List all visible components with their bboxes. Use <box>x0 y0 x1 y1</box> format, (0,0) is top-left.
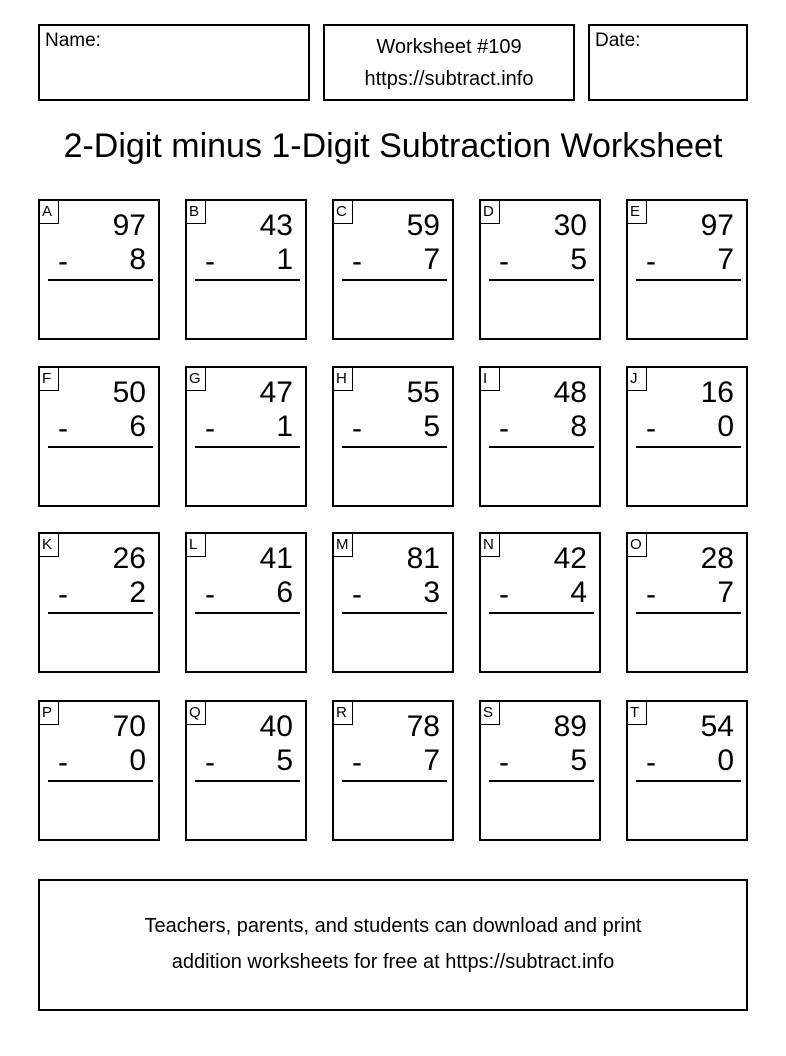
minus-sign: - <box>352 412 362 445</box>
problem-letter: I <box>481 368 500 391</box>
answer-rule <box>636 612 741 614</box>
minuend: 30 <box>553 209 587 242</box>
answer-rule <box>636 279 741 281</box>
minuend: 59 <box>406 209 440 242</box>
subtrahend: 2 <box>129 576 146 609</box>
problem-letter: B <box>187 201 206 224</box>
subtrahend: 0 <box>717 744 734 777</box>
minuend: 28 <box>700 542 734 575</box>
name-label: Name: <box>45 30 101 51</box>
subtrahend: 0 <box>717 410 734 443</box>
footer-line-2: addition worksheets for free at https://subtract.info <box>171 951 615 973</box>
problem-j <box>626 366 748 507</box>
problem-letter: M <box>334 534 353 557</box>
minus-sign: - <box>646 746 656 779</box>
problem-letter: H <box>334 368 353 391</box>
subtrahend: 5 <box>276 744 293 777</box>
problem-d <box>479 199 601 340</box>
minus-sign: - <box>205 245 215 278</box>
minus-sign: - <box>499 245 509 278</box>
minus-sign: - <box>646 245 656 278</box>
answer-rule <box>342 279 447 281</box>
answer-rule <box>48 446 153 448</box>
subtrahend: 6 <box>276 576 293 609</box>
problem-m <box>332 532 454 673</box>
problem-letter: P <box>40 702 59 725</box>
subtrahend: 0 <box>129 744 146 777</box>
minuend: 78 <box>406 710 440 743</box>
problem-c <box>332 199 454 340</box>
problem-letter: T <box>628 702 647 725</box>
answer-rule <box>489 279 594 281</box>
minus-sign: - <box>499 412 509 445</box>
minus-sign: - <box>58 245 68 278</box>
problem-letter: R <box>334 702 353 725</box>
subtrahend: 5 <box>423 410 440 443</box>
problem-f <box>38 366 160 507</box>
minus-sign: - <box>499 746 509 779</box>
minuend: 48 <box>553 376 587 409</box>
minuend: 89 <box>553 710 587 743</box>
date-box[interactable] <box>588 24 748 101</box>
answer-rule <box>195 780 300 782</box>
subtrahend: 3 <box>423 576 440 609</box>
subtrahend: 7 <box>717 576 734 609</box>
problem-s <box>479 700 601 841</box>
problem-letter: O <box>628 534 647 557</box>
problem-i <box>479 366 601 507</box>
subtrahend: 4 <box>570 576 587 609</box>
answer-rule <box>195 612 300 614</box>
date-label: Date: <box>595 30 641 51</box>
subtrahend: 5 <box>570 744 587 777</box>
minuend: 70 <box>112 710 146 743</box>
worksheet-url: https://subtract.info <box>364 68 534 90</box>
footer-line-1: Teachers, parents, and students can download and print <box>144 915 642 937</box>
problem-letter: F <box>40 368 59 391</box>
minuend: 16 <box>700 376 734 409</box>
problem-letter: J <box>628 368 647 391</box>
problem-a <box>38 199 160 340</box>
minuend: 42 <box>553 542 587 575</box>
page-title: 2-Digit minus 1-Digit Subtraction Worksheet <box>63 127 723 165</box>
answer-rule <box>342 780 447 782</box>
problem-letter: C <box>334 201 353 224</box>
subtrahend: 7 <box>423 744 440 777</box>
answer-rule <box>489 446 594 448</box>
problem-g <box>185 366 307 507</box>
problem-p <box>38 700 160 841</box>
minus-sign: - <box>352 245 362 278</box>
minus-sign: - <box>499 578 509 611</box>
answer-rule <box>636 446 741 448</box>
problem-k <box>38 532 160 673</box>
subtrahend: 8 <box>570 410 587 443</box>
minuend: 41 <box>259 542 293 575</box>
minuend: 55 <box>406 376 440 409</box>
problem-e <box>626 199 748 340</box>
problem-n <box>479 532 601 673</box>
answer-rule <box>342 612 447 614</box>
subtrahend: 1 <box>276 243 293 276</box>
subtrahend: 7 <box>717 243 734 276</box>
answer-rule <box>489 612 594 614</box>
answer-rule <box>342 446 447 448</box>
problem-letter: Q <box>187 702 206 725</box>
subtrahend: 6 <box>129 410 146 443</box>
problem-r <box>332 700 454 841</box>
minus-sign: - <box>352 746 362 779</box>
minus-sign: - <box>58 746 68 779</box>
minus-sign: - <box>58 578 68 611</box>
problem-h <box>332 366 454 507</box>
minus-sign: - <box>205 412 215 445</box>
minuend: 81 <box>406 542 440 575</box>
subtrahend: 1 <box>276 410 293 443</box>
minus-sign: - <box>205 578 215 611</box>
answer-rule <box>489 780 594 782</box>
minuend: 26 <box>112 542 146 575</box>
problem-letter: E <box>628 201 647 224</box>
answer-rule <box>195 279 300 281</box>
minuend: 54 <box>700 710 734 743</box>
problem-letter: N <box>481 534 500 557</box>
problem-letter: S <box>481 702 500 725</box>
problem-t <box>626 700 748 841</box>
minuend: 97 <box>700 209 734 242</box>
answer-rule <box>636 780 741 782</box>
minus-sign: - <box>58 412 68 445</box>
problem-l <box>185 532 307 673</box>
worksheet-number: Worksheet #109 <box>376 36 522 58</box>
problem-o <box>626 532 748 673</box>
problem-letter: L <box>187 534 206 557</box>
minuend: 43 <box>259 209 293 242</box>
problem-letter: K <box>40 534 59 557</box>
name-box[interactable] <box>38 24 310 101</box>
problem-q <box>185 700 307 841</box>
answer-rule <box>48 780 153 782</box>
problem-letter: D <box>481 201 500 224</box>
footer-box <box>38 879 748 1011</box>
minus-sign: - <box>352 578 362 611</box>
minuend: 40 <box>259 710 293 743</box>
subtrahend: 7 <box>423 243 440 276</box>
answer-rule <box>195 446 300 448</box>
minus-sign: - <box>205 746 215 779</box>
subtrahend: 5 <box>570 243 587 276</box>
problem-letter: A <box>40 201 59 224</box>
subtrahend: 8 <box>129 243 146 276</box>
minuend: 50 <box>112 376 146 409</box>
minus-sign: - <box>646 412 656 445</box>
minuend: 47 <box>259 376 293 409</box>
problem-b <box>185 199 307 340</box>
worksheet-info-box <box>323 24 575 101</box>
minus-sign: - <box>646 578 656 611</box>
answer-rule <box>48 279 153 281</box>
minuend: 97 <box>112 209 146 242</box>
problem-letter: G <box>187 368 206 391</box>
answer-rule <box>48 612 153 614</box>
